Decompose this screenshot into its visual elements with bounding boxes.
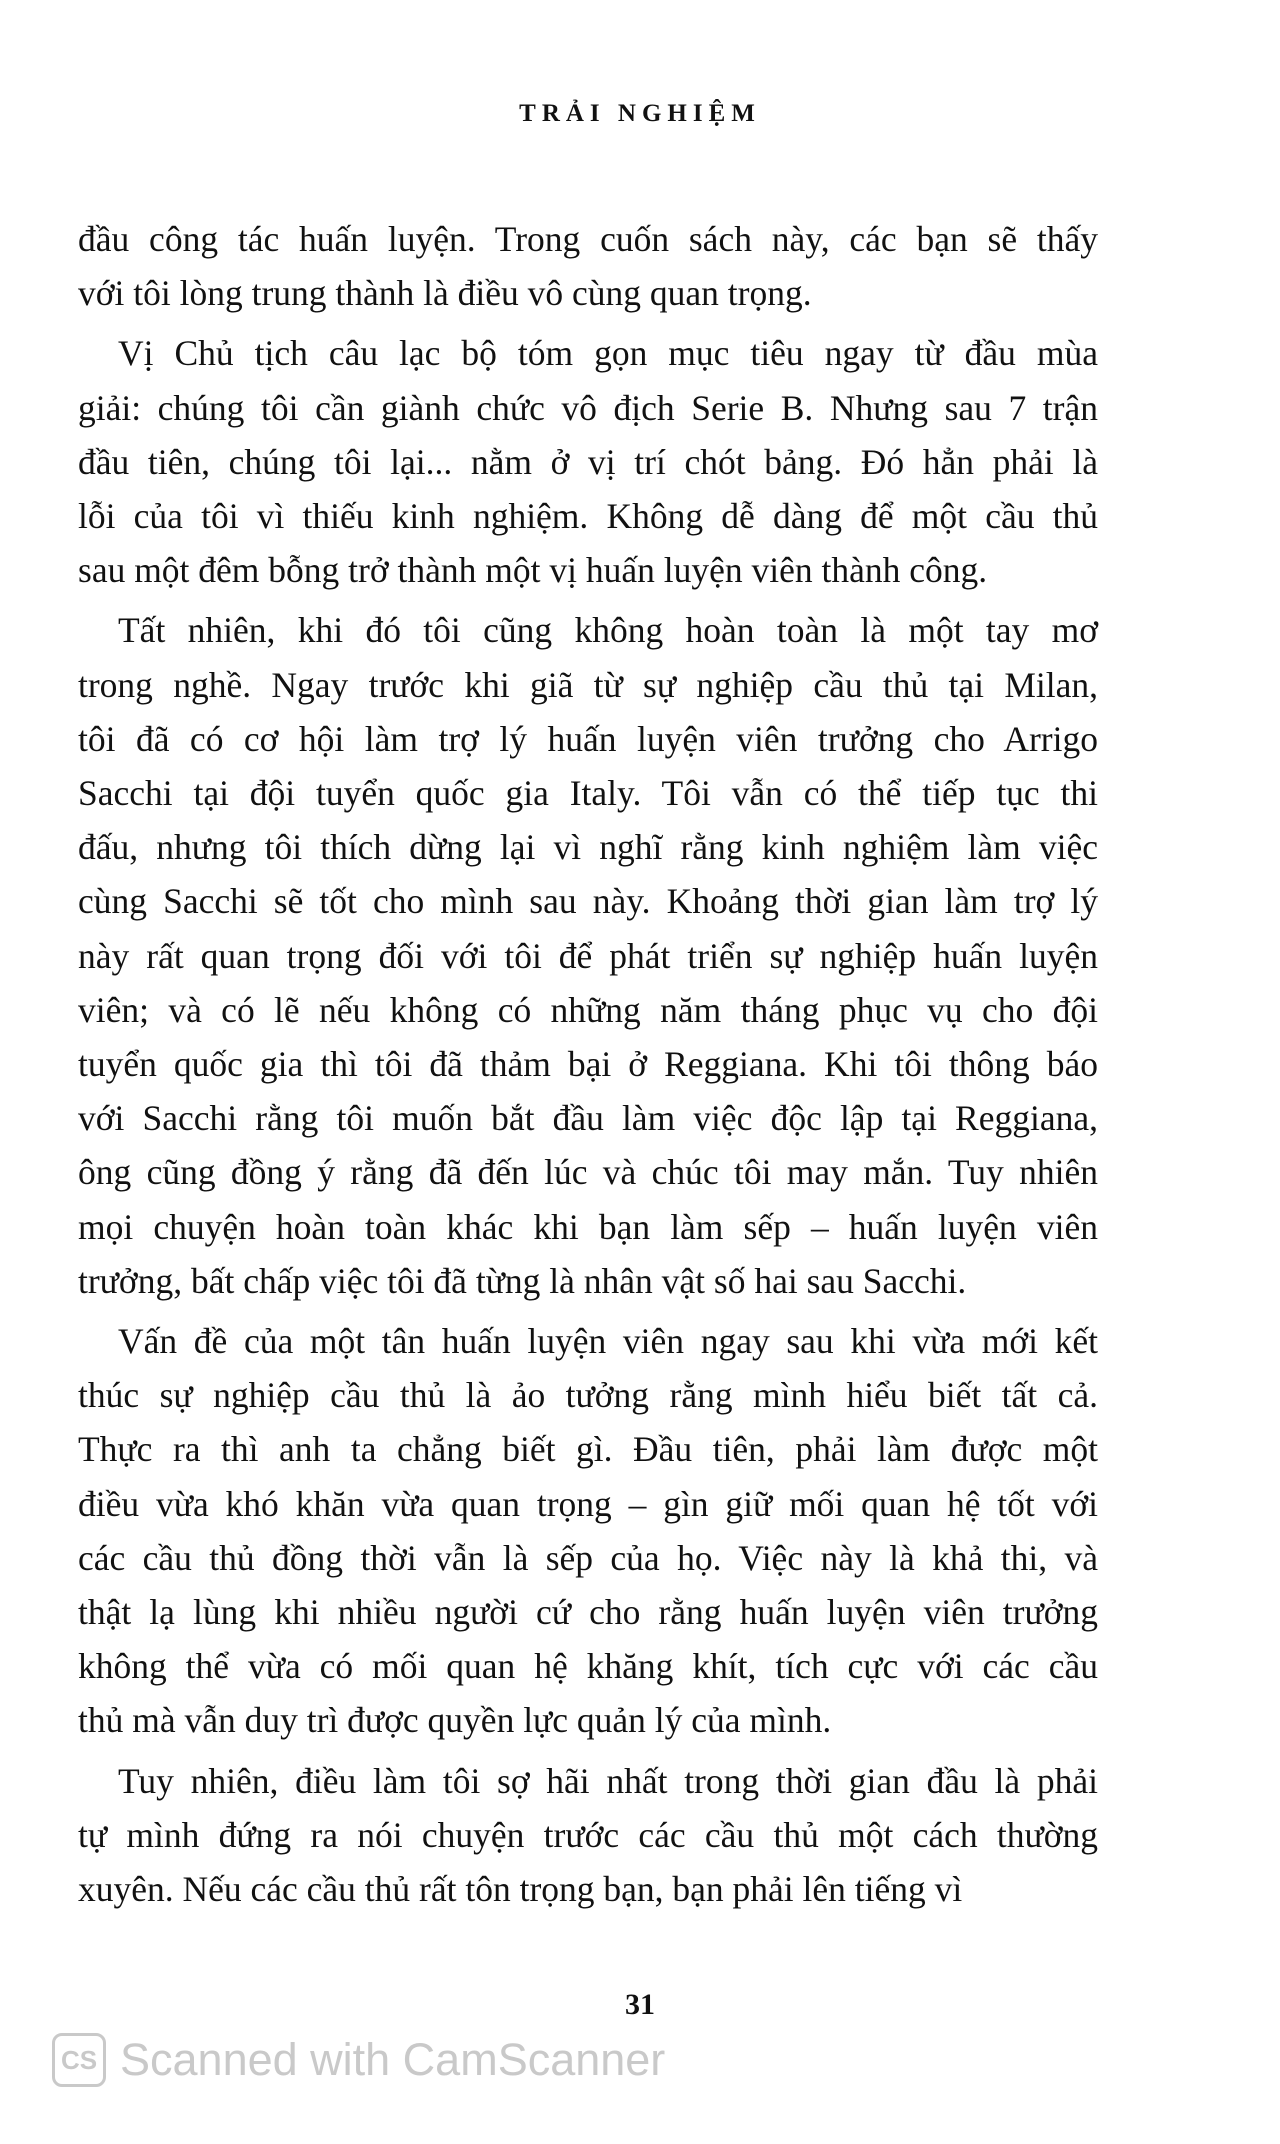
page-number: 31 <box>625 1988 655 2021</box>
text-line: Tất nhiên, khi đó tôi cũng không hoàn toàn là một tay mơ <box>118 610 1098 651</box>
text-line: này rất quan trọng đối với tôi để phát triển sự nghiệp huấn luyện <box>78 935 1098 976</box>
text-line: đấu, nhưng tôi thích dừng lại vì nghĩ rằng kinh nghiệm làm việc <box>78 827 1098 868</box>
paragraph <box>78 1314 1098 1748</box>
text-line: với Sacchi rằng tôi muốn bắt đầu làm việc độc lập tại Reggiana, <box>78 1098 1098 1139</box>
camscanner-watermark <box>52 2032 665 2088</box>
text-line: xuyên. Nếu các cầu thủ rất tôn trọng bạn, bạn phải lên tiếng vì <box>78 1869 963 1910</box>
text-line: thật lạ lùng khi nhiều người cứ cho rằng huấn luyện viên trưởng <box>78 1592 1098 1633</box>
text-line: thủ mà vẫn duy trì được quyền lực quản lý của mình. <box>78 1700 832 1741</box>
text-line: ông cũng đồng ý rằng đã đến lúc và chúc tôi may mắn. Tuy nhiên <box>78 1152 1098 1193</box>
paragraph <box>78 603 1098 1308</box>
body-text <box>78 212 1098 1922</box>
text-line: tuyển quốc gia thì tôi đã thảm bại ở Reggiana. Khi tôi thông báo <box>78 1044 1098 1085</box>
text-line: điều vừa khó khăn vừa quan trọng – gìn giữ mối quan hệ tốt với <box>78 1483 1098 1524</box>
text-line: đầu công tác huấn luyện. Trong cuốn sách này, các bạn sẽ thấy <box>78 219 1098 259</box>
paragraph <box>78 212 1098 320</box>
camscanner-logo-icon: CS <box>52 2033 106 2087</box>
text-line: tự mình đứng ra nói chuyện trước các cầu thủ một cách thường <box>78 1814 1098 1855</box>
text-line: sau một đêm bỗng trở thành một vị huấn luyện viên thành công. <box>78 550 988 591</box>
text-line: thúc sự nghiệp cầu thủ là ảo tưởng rằng mình hiểu biết tất cả. <box>78 1375 1098 1416</box>
text-line: với tôi lòng trung thành là điều vô cùng quan trọng. <box>78 273 812 314</box>
running-head: TRẢI NGHIỆM <box>519 100 761 127</box>
watermark-text: Scanned with CamScanner <box>120 2034 666 2085</box>
text-line: Tuy nhiên, điều làm tôi sợ hãi nhất trong thời gian đầu là phải <box>118 1760 1098 1801</box>
text-line: đầu tiên, chúng tôi lại... nằm ở vị trí chót bảng. Đó hẳn phải là <box>78 441 1098 482</box>
text-line: viên; và có lẽ nếu không có những năm tháng phục vụ cho đội <box>78 989 1098 1030</box>
text-line: Vị Chủ tịch câu lạc bộ tóm gọn mục tiêu ngay từ đầu mùa <box>118 333 1098 374</box>
text-line: Sacchi tại đội tuyển quốc gia Italy. Tôi vẫn có thể tiếp tục thi <box>78 773 1098 814</box>
text-line: các cầu thủ đồng thời vẫn là sếp của họ. Việc này là khả thi, và <box>78 1537 1098 1578</box>
text-line: không thể vừa có mối quan hệ khăng khít, tích cực với các cầu <box>78 1646 1098 1687</box>
text-line: cùng Sacchi sẽ tốt cho mình sau này. Khoảng thời gian làm trợ lý <box>78 881 1098 922</box>
text-line: trưởng, bất chấp việc tôi đã từng là nhân vật số hai sau Sacchi. <box>78 1260 967 1301</box>
text-line: trong nghề. Ngay trước khi giã từ sự nghiệp cầu thủ tại Milan, <box>78 664 1098 705</box>
text-line: tôi đã có cơ hội làm trợ lý huấn luyện viên trưởng cho Arrigo <box>78 718 1098 759</box>
text-line: mọi chuyện hoàn toàn khác khi bạn làm sếp – huấn luyện viên <box>78 1206 1098 1247</box>
text-line: lỗi của tôi vì thiếu kinh nghiệm. Không dễ dàng để một cầu thủ <box>78 496 1098 537</box>
paragraph <box>78 1754 1098 1917</box>
text-line: giải: chúng tôi cần giành chức vô địch Serie B. Nhưng sau 7 trận <box>78 387 1098 428</box>
paragraph <box>78 326 1098 597</box>
text-line: Vấn đề của một tân huấn luyện viên ngay sau khi vừa mới kết <box>118 1321 1098 1362</box>
text-line: Thực ra thì anh ta chẳng biết gì. Đầu tiên, phải làm được một <box>78 1429 1098 1470</box>
